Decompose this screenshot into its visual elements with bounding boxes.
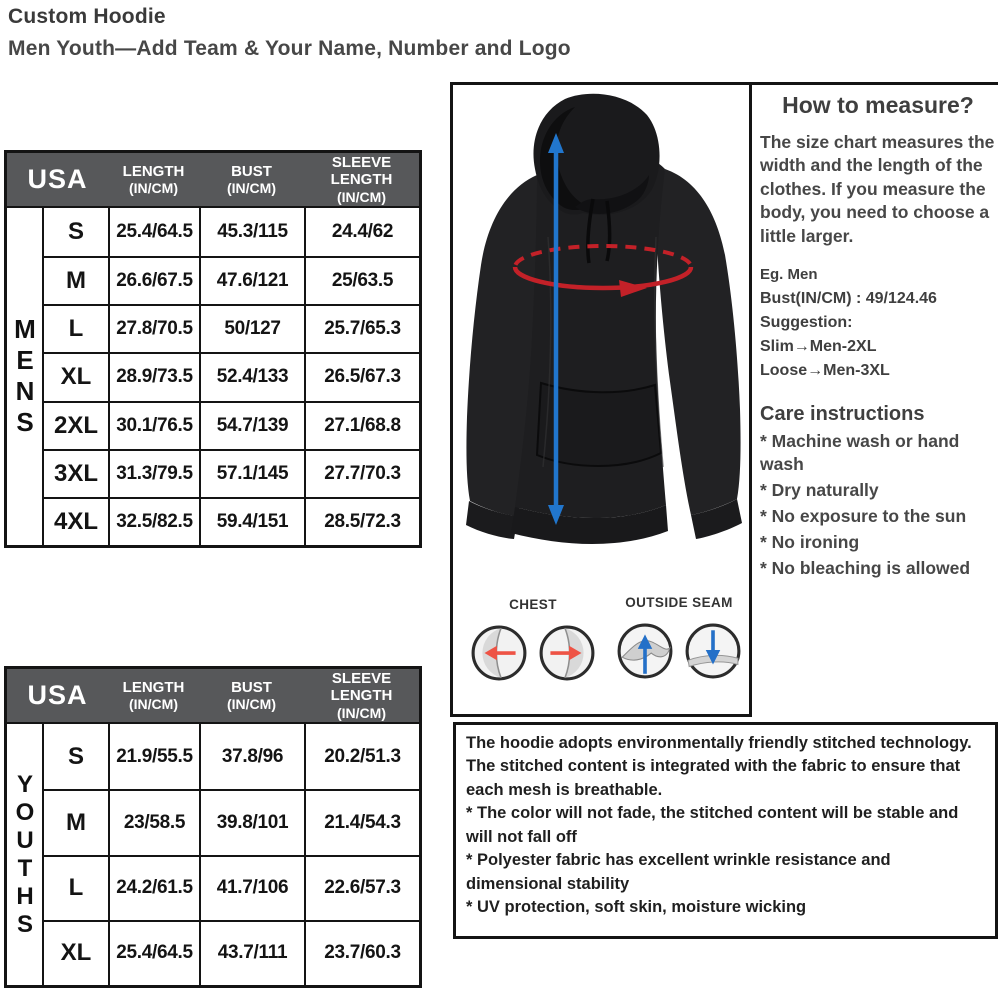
example-line: Loose→Men-3XL xyxy=(760,361,890,379)
care-item: * No ironing xyxy=(760,532,860,553)
mens-table-body xyxy=(7,208,419,545)
seam-arrow-up-icon xyxy=(616,622,674,680)
column-length: LENGTH (IN/CM) xyxy=(122,678,185,713)
size-label: S xyxy=(42,208,108,256)
size-label: XL xyxy=(42,352,108,400)
care-item: * No exposure to the sun xyxy=(760,505,967,526)
table-cell: 30.1/76.5 xyxy=(108,401,199,449)
table-cell: 23/58.5 xyxy=(108,789,199,854)
seam-arrow-down-icon xyxy=(684,622,742,680)
size-suggestion-block xyxy=(760,264,996,383)
table-cell: 37.8/96 xyxy=(199,724,304,789)
outside-seam-icons xyxy=(609,595,749,680)
table-cell: 47.6/121 xyxy=(199,256,304,304)
hoodie-product-image xyxy=(453,87,749,587)
page-subtitle: Men Youth—Add Team & Your Name, Number and Logo xyxy=(8,37,571,60)
size-label: L xyxy=(42,304,108,352)
how-to-measure-section xyxy=(760,92,996,583)
youths-table-header xyxy=(7,669,419,724)
table-cell: 21.9/55.5 xyxy=(108,724,199,789)
care-instructions-heading: Care instructions xyxy=(760,402,925,425)
table-cell: 59.4/151 xyxy=(199,497,304,545)
example-line: Bust(IN/CM) : 49/124.46 xyxy=(760,289,937,307)
column-sleeve-length: SLEEVE LENGTH (IN/CM) xyxy=(330,670,393,721)
page-title: Custom Hoodie xyxy=(8,5,166,28)
description-line: * The color will not fade, the stitched content will be stable and will not fall off xyxy=(466,804,959,846)
chest-label: CHEST xyxy=(509,597,557,612)
size-label: XL xyxy=(42,920,108,985)
mens-table-header xyxy=(7,153,419,208)
table-cell: 54.7/139 xyxy=(199,401,304,449)
description-line: * Polyester fabric has excellent wrinkle resistance and dimensional stability xyxy=(466,851,891,893)
care-item: * Machine wash or hand wash xyxy=(760,430,960,474)
table-cell: 25.7/65.3 xyxy=(304,304,419,352)
column-sleeve-length: SLEEVE LENGTH (IN/CM) xyxy=(330,154,393,205)
youths-group-label: YOUTHS xyxy=(11,770,39,939)
table-cell: 32.5/82.5 xyxy=(108,497,199,545)
size-label: 3XL xyxy=(42,449,108,497)
table-cell: 43.7/111 xyxy=(199,920,304,985)
table-cell: 50/127 xyxy=(199,304,304,352)
care-item: * No bleaching is allowed xyxy=(760,558,971,579)
column-usa: USA xyxy=(27,680,88,710)
size-label: M xyxy=(42,256,108,304)
section-divider xyxy=(752,82,998,85)
hoodie-measure-panel xyxy=(450,82,752,717)
table-cell: 25.4/64.5 xyxy=(108,920,199,985)
table-cell: 28.5/72.3 xyxy=(304,497,419,545)
table-cell: 21.4/54.3 xyxy=(304,789,419,854)
how-to-measure-body: The size chart measures the width and the length of the clothes. If you measure the body, you need to choose a little larger. xyxy=(760,132,995,246)
size-label: 2XL xyxy=(42,401,108,449)
size-label: L xyxy=(42,855,108,920)
example-line: Suggestion: xyxy=(760,313,853,331)
description-line: The hoodie adopts environmentally friendly stitched technology. The stitched content is integrated with the fabric to ensure that each mesh is breathable. xyxy=(466,734,972,799)
table-cell: 31.3/79.5 xyxy=(108,449,199,497)
table-cell: 26.6/67.5 xyxy=(108,256,199,304)
mens-size-table xyxy=(4,150,422,548)
outside-seam-label: OUTSIDE SEAM xyxy=(625,595,733,610)
youths-table-body xyxy=(7,724,419,985)
table-cell: 25/63.5 xyxy=(304,256,419,304)
size-label: S xyxy=(42,724,108,789)
table-cell: 39.8/101 xyxy=(199,789,304,854)
table-cell: 26.5/67.3 xyxy=(304,352,419,400)
table-cell: 24.2/61.5 xyxy=(108,855,199,920)
how-to-measure-heading: How to measure? xyxy=(782,92,974,118)
description-line: * UV protection, soft skin, moisture wicking xyxy=(466,897,807,916)
column-length: LENGTH (IN/CM) xyxy=(122,162,185,197)
table-cell: 24.4/62 xyxy=(304,208,419,256)
product-description-panel xyxy=(453,722,998,939)
table-cell: 28.9/73.5 xyxy=(108,352,199,400)
table-cell: 22.6/57.3 xyxy=(304,855,419,920)
table-cell: 27.7/70.3 xyxy=(304,449,419,497)
table-cell: 45.3/115 xyxy=(199,208,304,256)
youths-size-table xyxy=(4,666,422,988)
care-instructions-list xyxy=(760,430,996,581)
chest-measure-icons xyxy=(463,597,603,682)
size-label: M xyxy=(42,789,108,854)
mens-group-label: MENS xyxy=(10,314,40,439)
table-cell: 52.4/133 xyxy=(199,352,304,400)
table-cell: 27.1/68.8 xyxy=(304,401,419,449)
table-cell: 27.8/70.5 xyxy=(108,304,199,352)
care-item: * Dry naturally xyxy=(760,479,879,500)
table-cell: 25.4/64.5 xyxy=(108,208,199,256)
example-line: Eg. Men xyxy=(760,266,818,284)
column-bust: BUST (IN/CM) xyxy=(227,678,276,713)
table-cell: 20.2/51.3 xyxy=(304,724,419,789)
table-cell: 23.7/60.3 xyxy=(304,920,419,985)
table-cell: 41.7/106 xyxy=(199,855,304,920)
column-bust: BUST (IN/CM) xyxy=(227,162,276,197)
table-cell: 57.1/145 xyxy=(199,449,304,497)
chest-arrow-right-icon xyxy=(538,624,596,682)
column-usa: USA xyxy=(27,164,88,194)
chest-arrow-left-icon xyxy=(470,624,528,682)
size-label: 4XL xyxy=(42,497,108,545)
example-line: Slim→Men-2XL xyxy=(760,337,877,355)
